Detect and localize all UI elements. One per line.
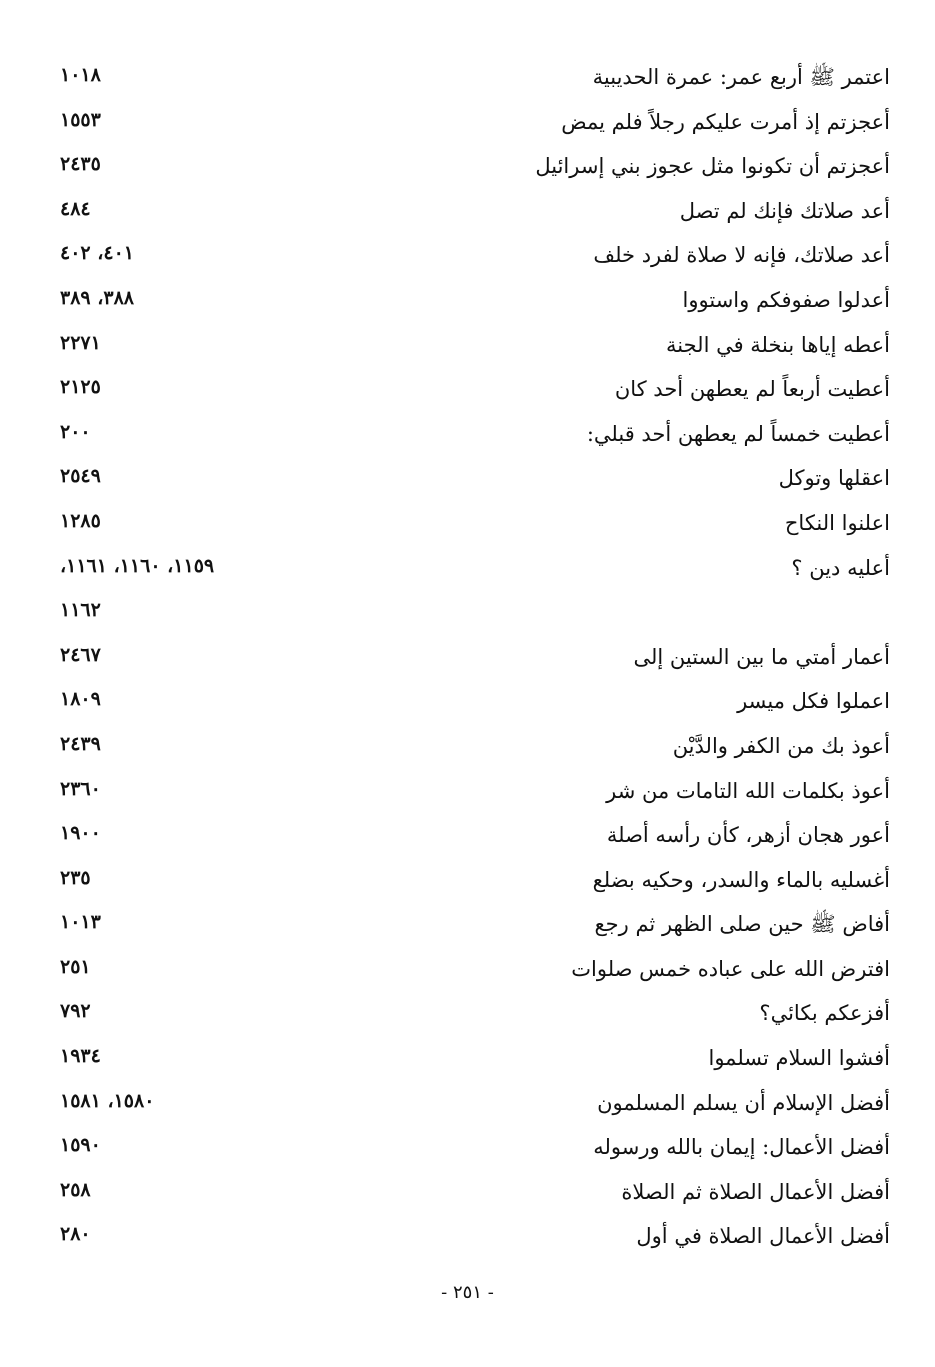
entry-text: أفشوا السلام تسلموا: [708, 1046, 890, 1071]
entry-text: أفضل الأعمال الصلاة ثم الصلاة: [621, 1179, 890, 1204]
entry-reference-numbers: ١١٥٩، ١١٦٠، ١١٦١،: [60, 554, 215, 577]
entry-text: أفضل الأعمال الصلاة في أول: [636, 1224, 890, 1249]
entry-reference-numbers: ١٠١٣: [60, 911, 101, 934]
entry-text: أعطيت أربعاً لم يعطهن أحد كان: [614, 377, 890, 402]
entry-reference-numbers: ١٩٣٤: [60, 1045, 101, 1068]
entry-reference-numbers: ١٩٠٠: [60, 822, 101, 845]
entry-text: اعقلها وتوكل: [778, 466, 890, 491]
entry-text: أعطيت خمساً لم يعطهن أحد قبلي:: [586, 421, 890, 446]
entry-text: أعجزتم إذ أمرت عليكم رجلاً فلم يمض: [561, 109, 890, 134]
entry-reference-numbers: ١٠١٨: [60, 64, 101, 86]
entry-reference-numbers: ٢٥١: [60, 955, 91, 978]
entry-reference-numbers: ٢١٢٥: [60, 376, 101, 399]
entry-reference-numbers: ١١٦٢: [60, 599, 101, 622]
entry-text: أفضل الإسلام أن يسلم المسلمون: [597, 1090, 890, 1115]
entry-reference-numbers: ٢٢٧١: [60, 331, 101, 354]
entry-text: أعجزتم أن تكونوا مثل عجوز بني إسرائيل: [535, 154, 890, 179]
entry-text: أعد صلاتك فإنك لم تصل: [679, 198, 890, 223]
index-entry: [60, 502, 890, 547]
entry-reference-numbers: ٤٨٤: [60, 197, 91, 220]
entry-reference-numbers: ٢٨٠: [60, 1223, 91, 1246]
index-entry: [60, 145, 890, 190]
index-entry: [60, 190, 890, 235]
index-entry: [60, 1171, 890, 1216]
index-entry: [60, 859, 890, 904]
index-entry: [60, 56, 890, 101]
index-entry: [60, 234, 890, 279]
entry-reference-numbers: ٢٠٠: [60, 420, 91, 443]
entry-text: أعدلوا صفوفكم واستووا: [682, 287, 890, 312]
entry-text: أفزعكم بكائي؟: [759, 1001, 890, 1026]
entry-reference-numbers: ١٥٩٠: [60, 1134, 101, 1157]
entry-reference-numbers: ٤٠١، ٤٠٢: [60, 242, 134, 265]
entry-text: اعتمر ﷺ أربع عمر: عمرة الحديبية: [592, 65, 890, 89]
entry-reference-numbers: ٣٨٨، ٣٨٩: [60, 286, 134, 309]
entry-text: أعطه إياها بنخلة في الجنة: [666, 332, 890, 357]
entry-text: أعوذ بكلمات الله التامات من شر: [606, 778, 890, 803]
entry-reference-numbers: ٢٤٦٧: [60, 643, 101, 666]
index-entry: [60, 1126, 890, 1171]
entry-reference-numbers: ٢٥٨: [60, 1178, 91, 1201]
entry-reference-numbers: ١٥٨٠، ١٥٨١: [60, 1089, 155, 1112]
index-entry: [60, 413, 890, 458]
entry-reference-numbers: ٢٤٣٥: [60, 153, 101, 176]
entry-text: اعلنوا النكاح: [784, 510, 890, 535]
index-entry: [60, 992, 890, 1037]
entry-reference-numbers: ١٢٨٥: [60, 509, 101, 532]
index-entry: [60, 457, 890, 502]
hadith-index-list: [60, 56, 890, 1260]
index-entry: [60, 324, 890, 369]
index-entry: [60, 1082, 890, 1127]
index-entry: [60, 814, 890, 859]
entry-text: افترض الله على عباده خمس صلوات: [571, 956, 890, 981]
index-entry: [60, 591, 890, 636]
page-number: - ٢٥١ -: [441, 1282, 494, 1303]
entry-reference-numbers: ١٨٠٩: [60, 688, 101, 711]
index-entry: [60, 547, 890, 592]
index-entry: [60, 948, 890, 993]
entry-text: أفاض ﷺ حين صلى الظهر ثم رجع: [594, 912, 890, 937]
index-entry: [60, 1037, 890, 1082]
entry-reference-numbers: ١٥٥٣: [60, 108, 101, 131]
index-entry: [60, 279, 890, 324]
entry-text: اعملوا فكل ميسر: [737, 689, 890, 714]
entry-reference-numbers: ٢٥٤٩: [60, 465, 101, 488]
entry-text: أعوذ بك من الكفر والدَّيْن: [672, 733, 890, 758]
entry-reference-numbers: ٢٣٦٠: [60, 777, 101, 800]
entry-text: أعمار أمتي ما بين الستين إلى: [633, 644, 890, 669]
index-entry: [60, 680, 890, 725]
index-entry: [60, 101, 890, 146]
entry-reference-numbers: ٧٩٢: [60, 1000, 91, 1023]
index-entry: [60, 770, 890, 815]
entry-text: أعور هجان أزهر، كأن رأسه أصلة: [606, 823, 890, 848]
index-entry: [60, 903, 890, 948]
index-entry: [60, 368, 890, 413]
entry-reference-numbers: ٢٣٥: [60, 866, 91, 889]
entry-text: أفضل الأعمال: إيمان بالله ورسوله: [593, 1135, 890, 1160]
index-entry: [60, 725, 890, 770]
entry-text: أعليه دين ؟: [791, 555, 890, 580]
entry-reference-numbers: ٢٤٣٩: [60, 732, 101, 755]
entry-text: أعد صلاتك، فإنه لا صلاة لفرد خلف: [593, 243, 890, 268]
index-entry: [60, 636, 890, 681]
entry-text: أغسليه بالماء والسدر، وحكيه بضلع: [592, 867, 890, 892]
index-entry: [60, 1215, 890, 1260]
